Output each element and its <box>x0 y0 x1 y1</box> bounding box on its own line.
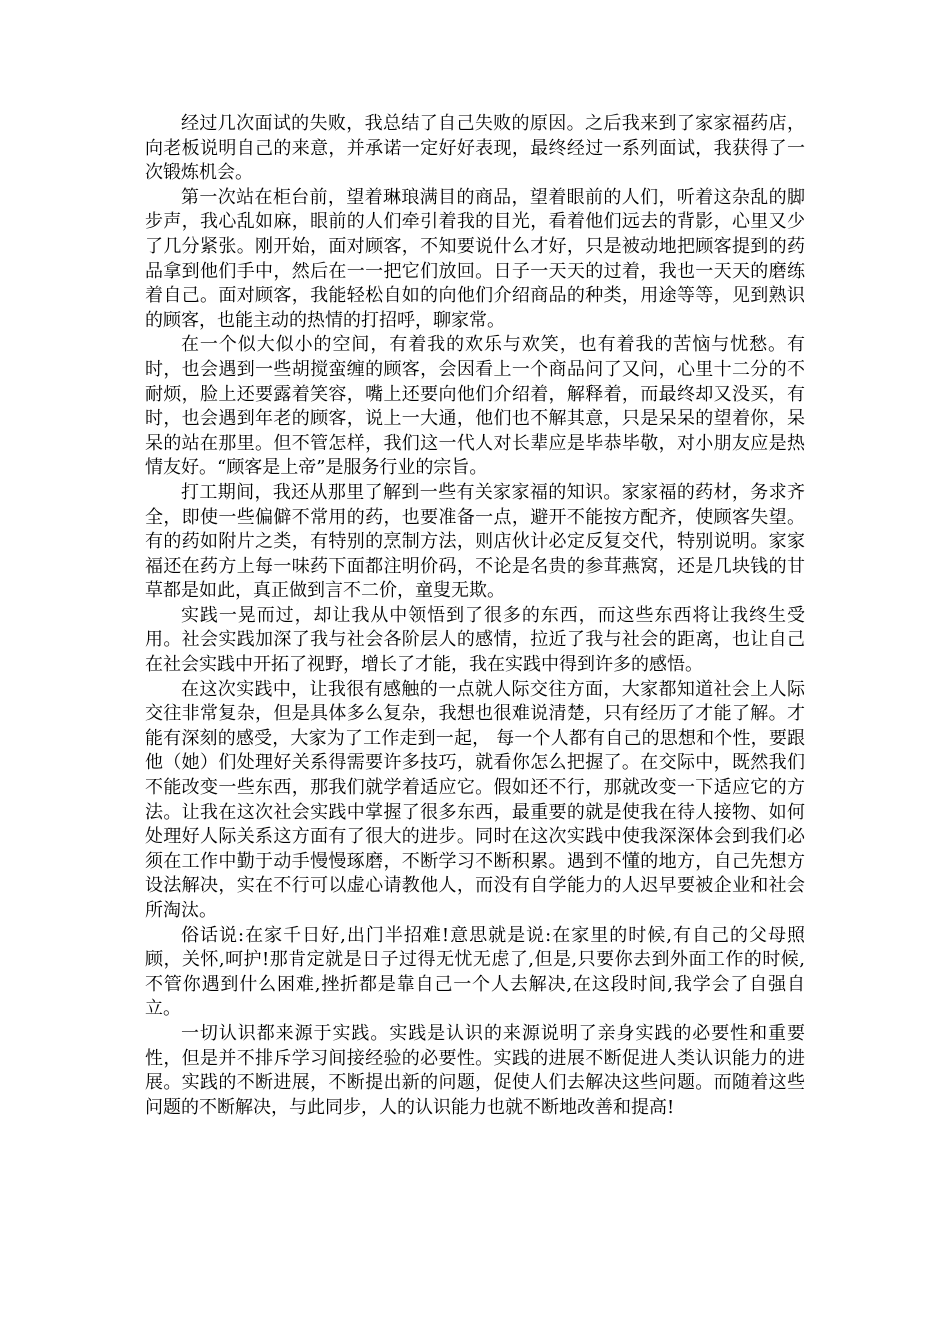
paragraph-1: 经过几次面试的失败，我总结了自己失败的原因。之后我来到了家家福药店，向老板说明自己的来意，并承诺一定好好表现，最终经过一系列面试，我获得了一次锻炼机会。 <box>145 113 805 184</box>
paragraph-7: 俗话说:在家千日好,出门半招难!意思就是说:在家里的时候,有自己的父母照顾，关怀,呵护!那肯定就是日子过得无忧无虑了,但是,只要你去到外面工作的时候,不管你遇到什么困难,挫折都是靠自己一个人去解决,在这段时间,我学会了自强自立。 <box>145 924 805 1020</box>
paragraph-8: 一切认识都来源于实践。实践是认识的来源说明了亲身实践的必要性和重要性，但是并不排斥学习间接经验的必要性。实践的进展不断促进人类认识能力的进展。实践的不断进展，不断提出新的问题，促使人们去解决这些问题。而随着这些问题的不断解决，与此同步，人的认识能力也就不断地改善和提高! <box>145 1022 805 1118</box>
paragraph-3: 在一个似大似小的空间，有着我的欢乐与欢笑，也有着我的苦恼与忧愁。有时，也会遇到一些胡搅蛮缠的顾客，会因看上一个商品问了又问，心里十二分的不耐烦，脸上还要露着笑容，嘴上还要向他们介绍着，解释着，而最终却又没买，有时，也会遇到年老的顾客，说上一大通，他们也不解其意，只是呆呆的望着你，呆呆的站在那里。但不管怎样，我们这一代人对长辈应是毕恭毕敬，对小朋友应是热情友好。“顾客是上帝”是服务行业的宗旨。 <box>145 334 805 479</box>
paragraph-6: 在这次实践中，让我很有感触的一点就人际交往方面，大家都知道社会上人际交往非常复杂，但是具体多么复杂，我想也很难说清楚，只有经历了才能了解。才能有深刻的感受，大家为了工作走到一起， 每一个人都有自己的思想和个性，要跟他（她）们处理好关系得需要许多技巧，就看你怎么把握了。在交际中，既然我们不能改变一些东西，那我们就学着适应它。假如还不行，那就改变一下适应它的方法。让我在这次社会实践中掌握了很多东西，最重要的就是使我在待人接物、如何处理好人际关系这方面有了很大的进步。同时在这次实践中使我深深体会到我们必须在工作中勤于动手慢慢琢磨，不断学习不断积累。遇到不懂的地方，自己先想方设法解决，实在不行可以虚心请教他人，而没有自学能力的人迟早要被企业和社会所淘汰。 <box>145 678 805 921</box>
paragraph-4: 打工期间，我还从那里了解到一些有关家家福的知识。家家福的药材，务求齐全，即使一些偏僻不常用的药，也要准备一点，避开不能按方配齐，使顾客失望。有的药如附片之类，有特别的烹制方法，则店伙计必定反复交代，特别说明。家家福还在药方上每一味药下面都注明价码，不论是名贵的参茸燕窝，还是几块钱的甘草都是如此，真正做到言不二价，童叟无欺。 <box>145 481 805 602</box>
paragraph-5: 实践一晃而过，却让我从中领悟到了很多的东西，而这些东西将让我终生受用。社会实践加深了我与社会各阶层人的感情，拉近了我与社会的距离，也让自己在社会实践中开拓了视野，增长了才能，我在实践中得到许多的感悟。 <box>145 604 805 676</box>
document-body <box>145 112 805 1120</box>
paragraph-2: 第一次站在柜台前，望着琳琅满目的商品，望着眼前的人们，听着这杂乱的脚步声，我心乱如麻，眼前的人们牵引着我的目光，看着他们远去的背影，心里又少了几分紧张。刚开始，面对顾客，不知要说什么才好，只是被动地把顾客提到的药品拿到他们手中，然后在一一把它们放回。日子一天天的过着，我也一天天的磨练着自己。面对顾客，我能轻松自如的向他们介绍商品的种类，用途等等，见到熟识的顾客，也能主动的热情的打招呼，聊家常。 <box>145 186 805 331</box>
